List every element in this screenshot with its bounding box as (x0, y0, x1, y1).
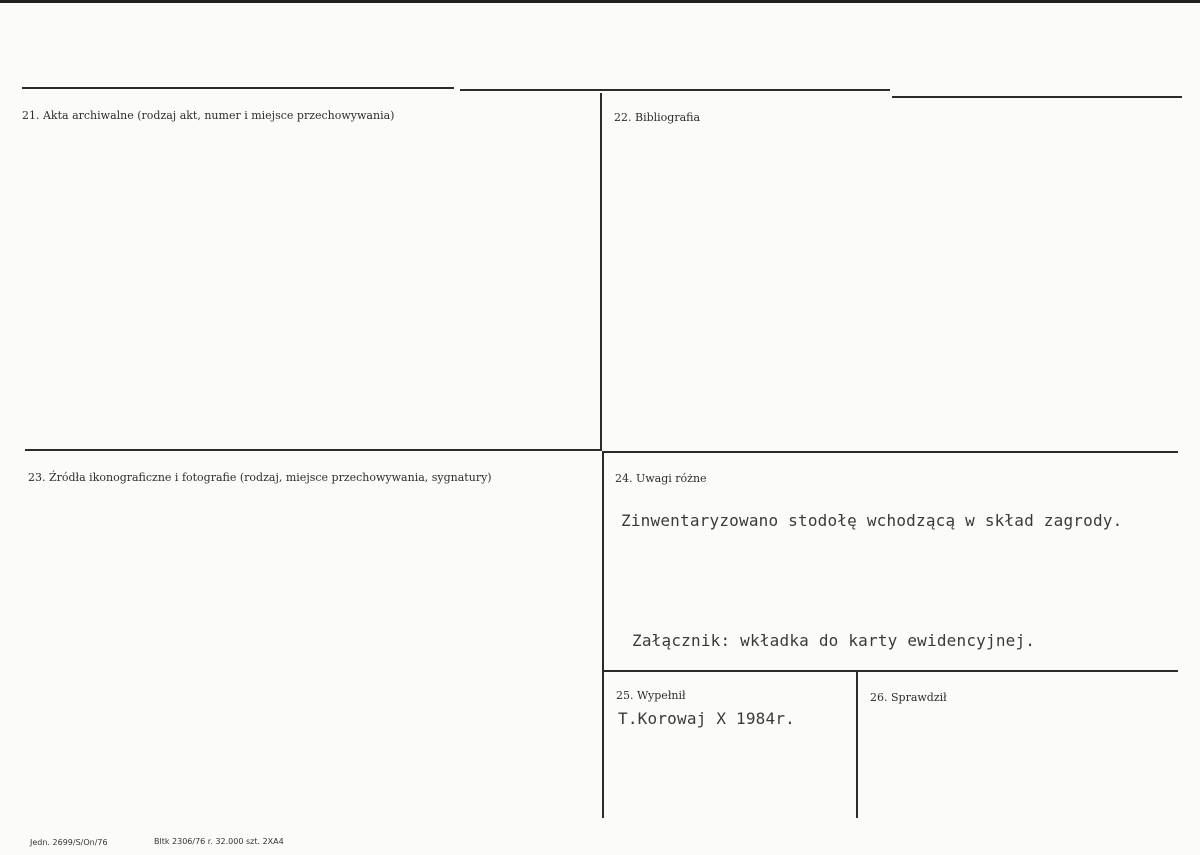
middle-rule-right (602, 451, 1178, 453)
top-rule-left (22, 87, 454, 89)
filled-by-value: T.Korowaj X 1984r. (618, 709, 795, 728)
remarks-text-line-1: Zinwentaryzowano stodołę wchodzącą w skład zagrody. (621, 511, 1123, 530)
section-25-label: 25. Wypełnił (616, 689, 686, 702)
top-rule-middle (460, 89, 890, 91)
center-divider-upper (600, 93, 602, 451)
section-25-26-divider (856, 672, 858, 818)
section-26-label: 26. Sprawdził (870, 691, 947, 704)
center-divider-lower (602, 451, 604, 818)
section-21-label: 21. Akta archiwalne (rodzaj akt, numer i miejsce przechowywania) (22, 109, 395, 122)
footer-unit-code: Jedn. 2699/S/On/76 (30, 838, 108, 847)
top-rule-right (892, 96, 1182, 98)
remarks-text-line-2: Załącznik: wkładka do karty ewidencyjnej. (632, 631, 1036, 650)
section-25-top-rule (604, 670, 1178, 672)
middle-rule-left (25, 449, 601, 451)
section-23-label: 23. Źródła ikonograficzne i fotografie (rodzaj, miejsce przechowywania, sygnatury) (28, 471, 492, 484)
footer-print-info: Bltk 2306/76 r. 32.000 szt. 2XA4 (154, 837, 284, 846)
section-24-label: 24. Uwagi różne (615, 472, 707, 485)
section-22-label: 22. Bibliografia (614, 111, 701, 124)
